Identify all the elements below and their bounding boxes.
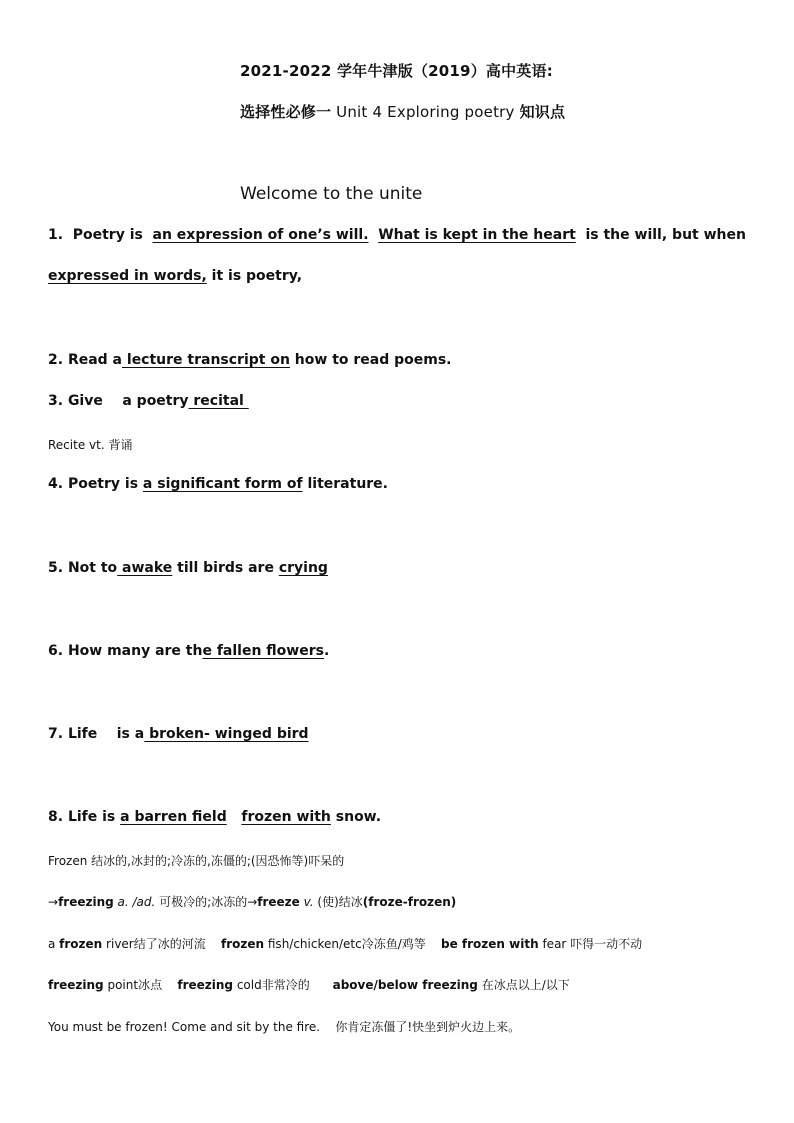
example-word-2: frozen <box>221 937 265 951</box>
title-line-2 <box>240 101 565 122</box>
item-8-text-b: snow. <box>330 809 382 825</box>
item-6-num: 6. <box>48 643 64 659</box>
item-4 <box>48 476 388 492</box>
item-8-phrase-2: frozen with <box>241 809 331 825</box>
item-2-phrase: lecture transcript on <box>122 352 290 368</box>
item-1-num: 1. <box>48 227 64 243</box>
item-1-text-b: is the will, but when <box>585 227 746 243</box>
example-text-1: a <box>48 937 60 951</box>
note-freezing-freeze <box>48 893 456 910</box>
item-8-num: 8. <box>48 809 64 825</box>
item-2 <box>48 352 452 368</box>
item-2-num: 2. <box>48 352 64 368</box>
item-5-phrase-1: awake <box>117 560 173 576</box>
item-1-phrase-3: expressed in words, <box>48 268 207 284</box>
item-7 <box>48 726 309 742</box>
title-course: 选择性必修一 <box>240 103 332 121</box>
item-3-note: Recite vt. 背诵 <box>48 438 133 452</box>
freezing-text-3: 在冰点以上/以下 <box>477 978 570 992</box>
item-3-text-a: Give a poetry <box>67 393 189 409</box>
freezing-word-1: freezing <box>48 978 104 992</box>
word-freezing: freezing <box>58 895 114 909</box>
item-6-text-a: How many are th <box>67 643 203 659</box>
item-5-phrase-2: crying <box>278 560 328 576</box>
item-1-line-2 <box>48 268 302 284</box>
section-title: Welcome to the unite <box>240 184 423 204</box>
item-5-num: 5. <box>48 560 64 576</box>
item-7-phrase: broken- winged bird <box>144 726 309 742</box>
item-6-text-b: . <box>323 643 330 659</box>
freezing-word-2: freezing <box>177 978 233 992</box>
item-3 <box>48 393 249 409</box>
item-1-text-c: it is poetry, <box>206 268 303 284</box>
item-8-phrase-1: a barren field <box>120 809 227 825</box>
pos-freeze: v. <box>299 895 314 909</box>
freeze-forms: (froze-frozen) <box>362 895 457 909</box>
note-freezing-examples <box>48 976 570 993</box>
example-word-1: frozen <box>59 937 103 951</box>
item-1-line-1 <box>48 227 746 243</box>
item-5-text-b: till birds are <box>172 560 279 576</box>
item-3-num: 3. <box>48 393 64 409</box>
example-text-2: river结了冰的河流 <box>102 937 221 951</box>
note-frozen-examples <box>48 935 642 952</box>
title-unit: Unit 4 Exploring poetry <box>336 103 515 121</box>
item-2-text-a: Read a <box>67 352 123 368</box>
title-suffix: 知识点 <box>519 103 566 121</box>
arrow-2: → <box>247 895 258 909</box>
item-5 <box>48 560 328 576</box>
meaning-freeze: (使)结冰 <box>313 895 363 909</box>
item-8 <box>48 809 381 825</box>
pos-freezing: a. /ad. <box>113 895 156 909</box>
item-4-phrase: a significant form of <box>142 476 303 492</box>
item-4-num: 4. <box>48 476 64 492</box>
arrow-1: → <box>48 895 59 909</box>
item-8-text-a: Life is <box>67 809 121 825</box>
item-4-text-a: Poetry is <box>67 476 143 492</box>
freezing-text-1: point冰点 <box>103 978 178 992</box>
example-text-4: fear 吓得一动不动 <box>538 937 643 951</box>
item-7-text-a: Life is a <box>67 726 145 742</box>
item-2-text-b: how to read poems. <box>289 352 452 368</box>
note-example-sentence: You must be frozen! Come and sit by the fire. 你肯定冻僵了!快坐到炉火边上来。 <box>48 1020 521 1034</box>
item-1-text-a: Poetry is <box>72 227 143 243</box>
freezing-text-2: cold非常冷的 <box>233 978 333 992</box>
item-4-text-b: literature. <box>302 476 388 492</box>
item-7-num: 7. <box>48 726 64 742</box>
item-5-text-a: Not to <box>67 560 118 576</box>
item-3-phrase: recital <box>188 393 249 409</box>
item-1-phrase-1: an expression of one’s will. <box>152 227 369 243</box>
note-frozen-definition: Frozen 结冰的,冰封的;冷冻的,冻僵的;(因恐怖等)吓呆的 <box>48 854 345 868</box>
example-text-3: fish/chicken/etc冷冻鱼/鸡等 <box>264 937 442 951</box>
word-freeze: freeze <box>257 895 300 909</box>
example-word-3: be frozen with <box>441 937 539 951</box>
freezing-word-3: above/below freezing <box>332 978 478 992</box>
meaning-freezing: 可极冷的;冰冻的 <box>155 895 248 909</box>
item-6 <box>48 643 329 659</box>
title-line-1: 2021-2022 学年牛津版（2019）高中英语: <box>240 62 553 80</box>
item-1-phrase-2: What is kept in the heart <box>378 227 576 243</box>
item-6-phrase: e fallen flowers <box>202 643 324 659</box>
